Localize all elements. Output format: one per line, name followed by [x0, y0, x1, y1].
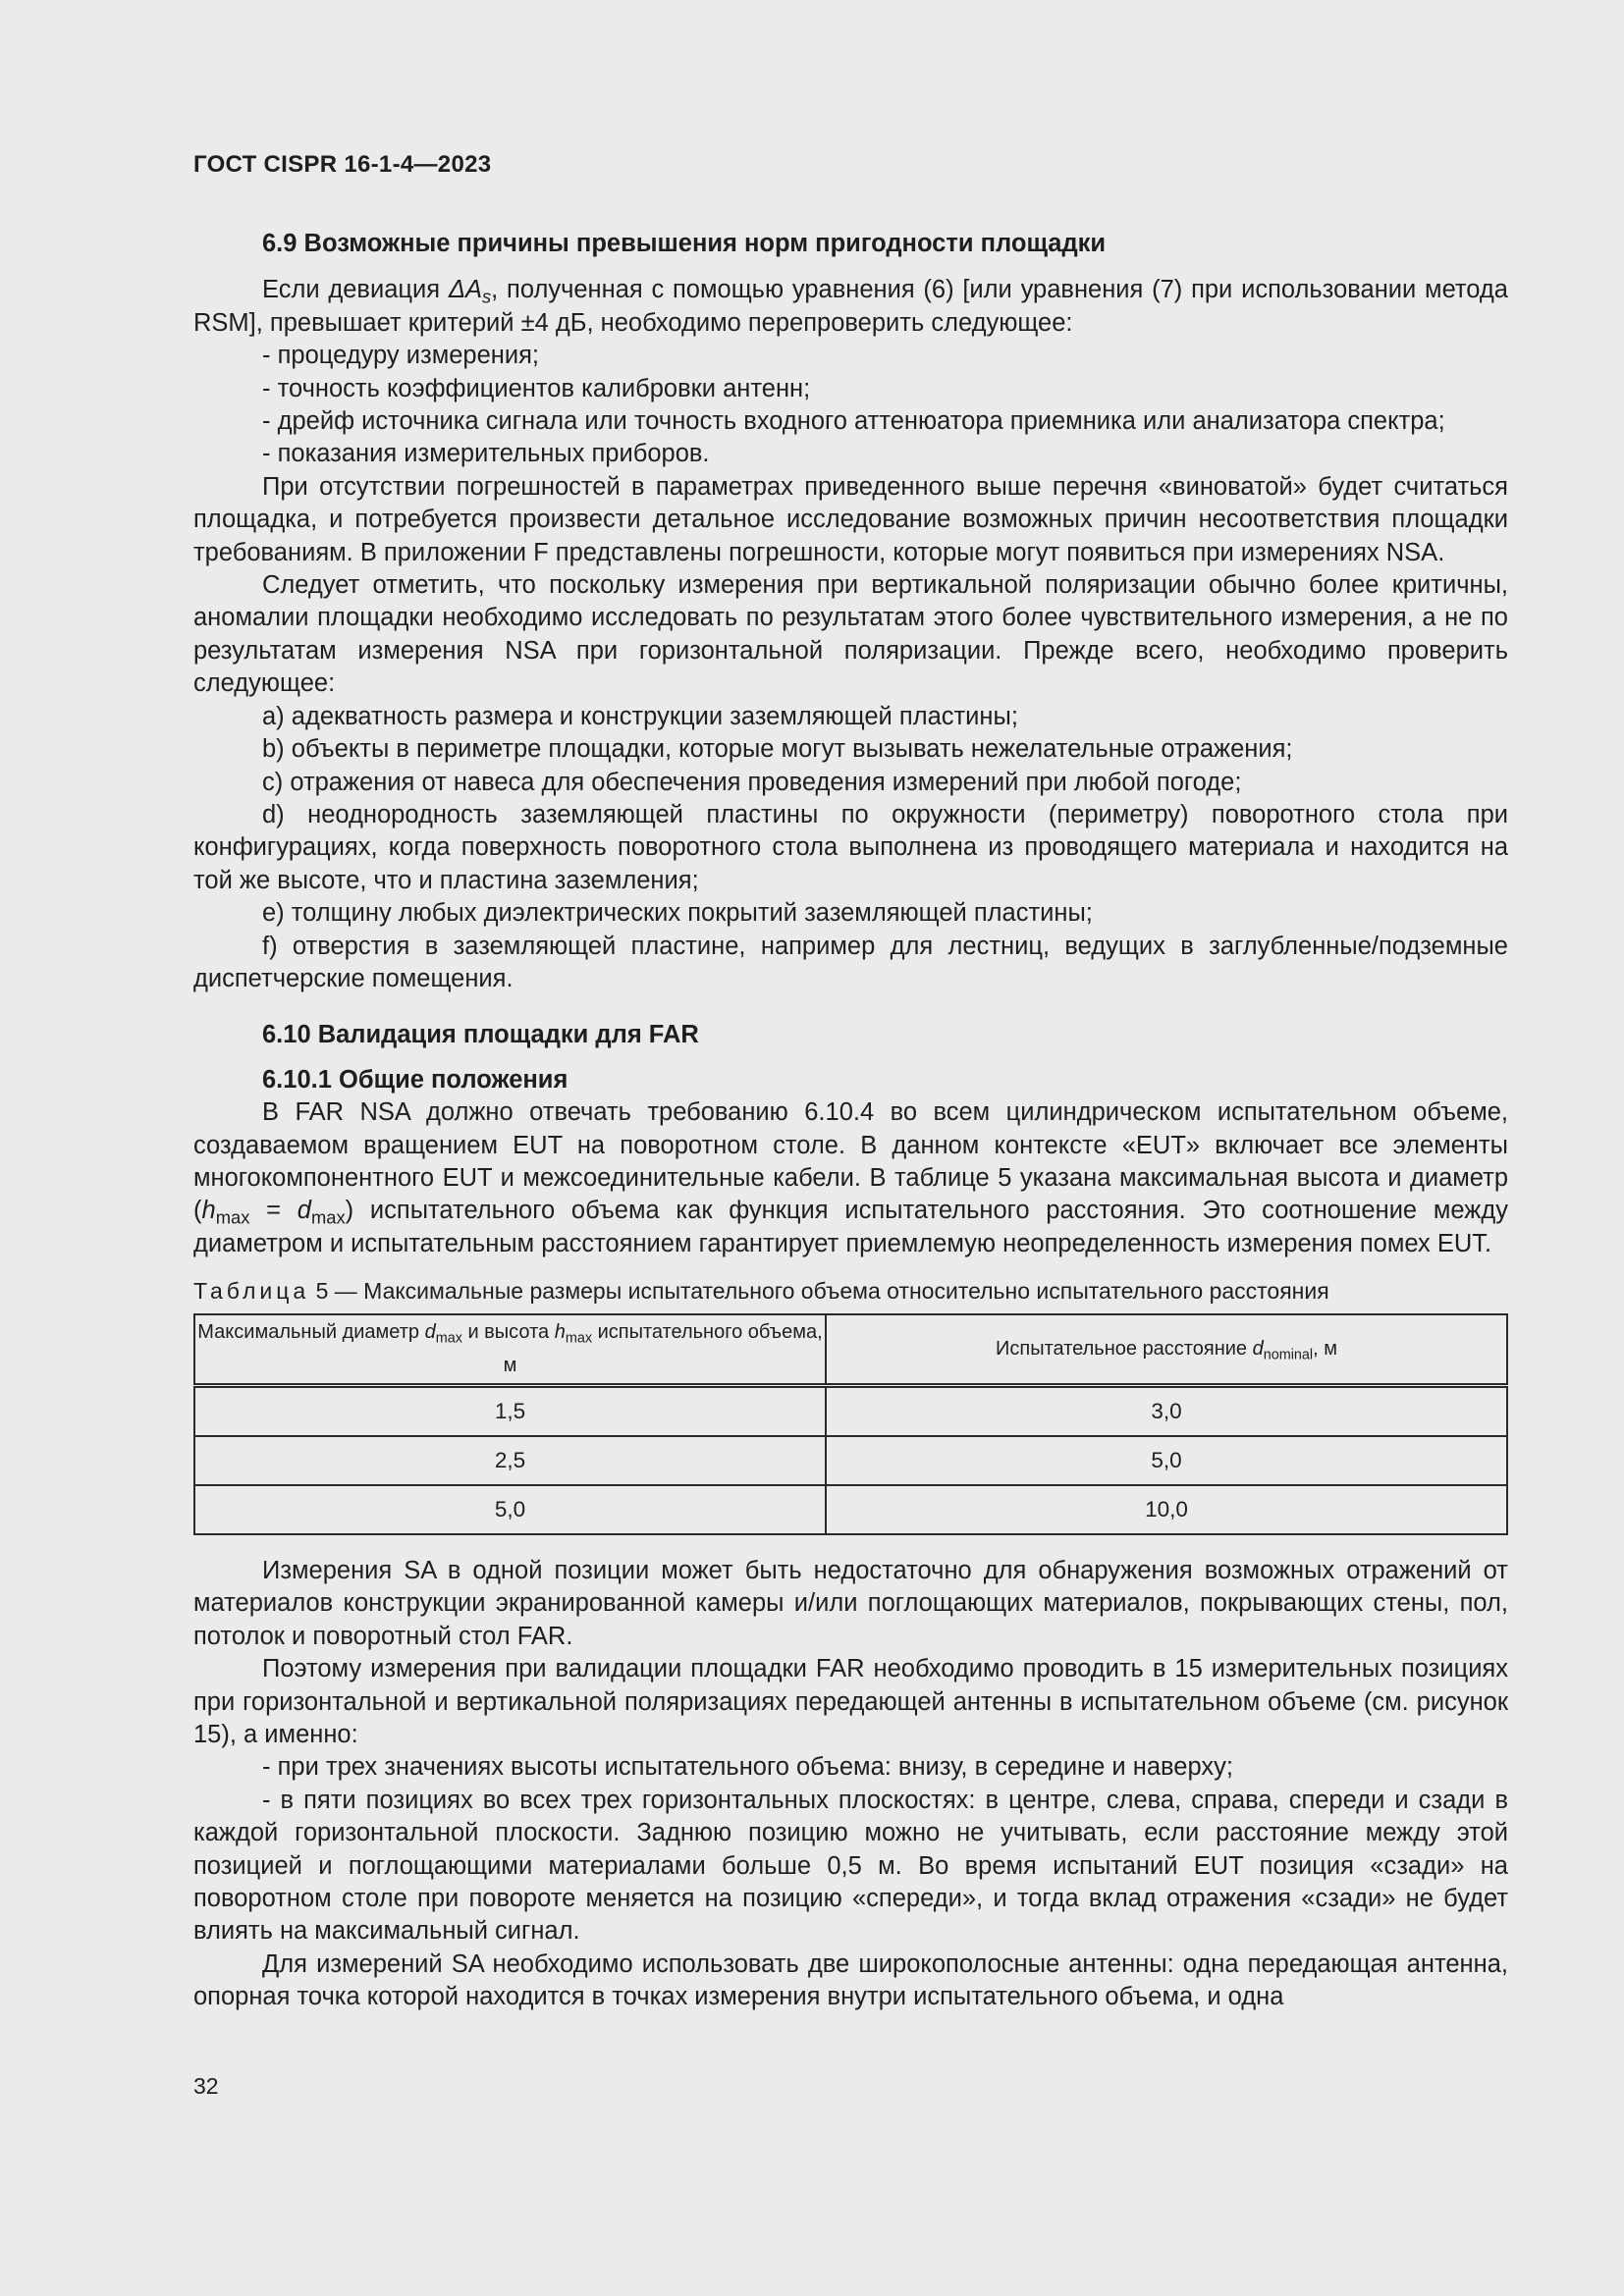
text-run: Если девиация [262, 276, 449, 304]
table-header-row [194, 1314, 1507, 1385]
paragraph: При отсутствии погрешностей в параметрах приведенного выше перечня «виноватой» будет считаться площадка, и потребуется произвести детальное исследование возможных причин несоответствия площадки требованиям. В приложении F представлены погрешности, которые могут появиться при измерениях NSA. [193, 472, 1508, 566]
caption-text: 5 — Максимальные размеры испытательного объема относительно испытательного расстояния [309, 1278, 1329, 1305]
formula-subscript: max [215, 1206, 250, 1228]
list-item: - точность коэффициентов калибровки антенн; [262, 374, 811, 402]
formula-symbol: ΔA [448, 276, 482, 304]
table-cell: 3,0 [826, 1386, 1507, 1437]
list-item: f) отверстия в заземляющей пластине, например для лестниц, ведущих в заглубленные/подземные диспетчерские помещения. [193, 932, 1508, 992]
caption-label: Таблица [193, 1278, 310, 1305]
table-header-cell [826, 1314, 1507, 1385]
section-heading-6-9: 6.9 Возможные причины превышения норм пригодности площадки [262, 230, 1107, 257]
list-item: e) толщину любых диэлектрических покрытий заземляющей пластины; [262, 899, 1093, 928]
formula-subscript: nominal [1263, 1347, 1314, 1363]
list-item: c) отражения от навеса для обеспечения проведения измерений при любой погоде; [262, 768, 1242, 796]
text-run: Максимальный диаметр [197, 1321, 425, 1344]
formula-symbol: h [554, 1321, 566, 1344]
formula-subscript: s [481, 286, 492, 307]
list-item: - показания измерительных приборов. [262, 440, 710, 468]
page-number: 32 [193, 2073, 219, 2099]
document-body [193, 228, 1508, 2014]
document-header: ГОСТ CISPR 16-1-4—2023 [193, 151, 492, 178]
list-item: b) объекты в периметре площадки, которые могут вызывать нежелательные отражения; [262, 735, 1293, 764]
table-5 [193, 1313, 1508, 1535]
paragraph: Измерения SA в одной позиции может быть недостаточно для обнаружения возможных отражений от материалов конструкции экранированной камеры и/или поглощающих материалов, покрывающих стены, пол, потолок и поворотный стол FAR. [193, 1557, 1508, 1650]
list-item: - дрейф источника сигнала или точность входного аттенюатора приемника или анализатора спектра; [262, 407, 1445, 436]
table-row [194, 1436, 1507, 1485]
table-caption [193, 1276, 1508, 1306]
table-header-cell [194, 1314, 826, 1385]
formula-subscript: max [435, 1330, 462, 1347]
table-cell: 2,5 [194, 1436, 826, 1485]
paragraph: Следует отметить, что поскольку измерения при вертикальной поляризации обычно более критичны, аномалии площадки необходимо исследовать по результатам этого более чувствительного измерения, а не по результатам измерения NSA при горизонтальной поляризации. Прежде всего, необходимо проверить следующее: [193, 571, 1508, 698]
formula-symbol: h [201, 1197, 216, 1225]
formula-subscript: max [310, 1206, 346, 1228]
text-run: , полученная с помощью уравнения (6) [или уравнения (7) при использовании метода RSM], превышает критерий ±4 дБ, необходимо перепроверить следующее: [193, 276, 1508, 337]
paragraph: Поэтому измерения при валидации площадки FAR необходимо проводить в 15 измерительных позициях при горизонтальной и вертикальной поляризациях передающей антенны в испытательном объеме (см. рисунок 15), а именно: [193, 1655, 1508, 1749]
formula-symbol: d [1252, 1337, 1264, 1360]
paragraph: Для измерений SA необходимо использовать две широкополосные антенны: одна передающая антенна, опорная точка которой находится в точках измерения внутри испытательного объема, и одна [193, 1949, 1508, 2011]
text-run: , м [1313, 1337, 1337, 1360]
formula-symbol: d [424, 1321, 436, 1344]
list-item: - в пяти позициях во всех трех горизонтальных плоскостях: в центре, слева, справа, спереди и сзади в каждой горизонтальной плоскости. Заднюю позицию можно не учитывать, если расстояние между этой позицией и поглощающими материалами больше 0,5 м. Во время испытаний EUT позиция «сзади» на поворотном столе при повороте меняется на позицию «спереди», и тогда вклад отражения «сзади» не будет влиять на максимальный сигнал. [193, 1786, 1508, 1946]
list-item: - процедуру измерения; [262, 342, 539, 370]
paragraph [193, 274, 1508, 340]
table-cell: 10,0 [826, 1485, 1507, 1534]
list-item: d) неоднородность заземляющей пластины по окружности (периметру) поворотного стола при конфигурациях, когда поверхность поворотного стола выполнена из проводящего материала и находится на той же высоте, что и пластина заземления; [193, 800, 1508, 894]
paragraph [193, 1096, 1508, 1260]
formula-symbol: d [297, 1197, 311, 1225]
table-cell: 1,5 [194, 1386, 826, 1437]
table-cell: 5,0 [826, 1436, 1507, 1485]
section-heading-6-10: 6.10 Валидация площадки для FAR [262, 1021, 699, 1049]
text-run: = [249, 1197, 298, 1225]
list-item: - при трех значениях высоты испытательного объема: внизу, в середине и наверху; [262, 1753, 1233, 1782]
table-row [194, 1386, 1507, 1437]
text-run: Испытательное расстояние [996, 1337, 1253, 1360]
formula-subscript: max [565, 1330, 593, 1347]
text-run: ) испытательного объема как функция испытательного расстояния. Это соотношение между диаметром и испытательным расстоянием гарантирует приемлемую неопределенность измерения помех EUT. [193, 1197, 1508, 1257]
text-run: В FAR NSA должно отвечать требованию 6.10.4 во всем цилиндрическом испытательном объеме, создаваемом вращением EUT на поворотном столе. В данном контексте «EUT» включает все элементы многокомпонентного EUT и межсоединительные кабели. В таблице 5 указана максимальная высота и диаметр ( [193, 1098, 1508, 1225]
subsection-heading-6-10-1: 6.10.1 Общие положения [262, 1065, 568, 1094]
text-run: испытательного объема, м [503, 1321, 823, 1376]
list-item: a) адекватность размера и конструкции заземляющей пластины; [262, 702, 1018, 730]
table-row [194, 1485, 1507, 1534]
table-cell: 5,0 [194, 1485, 826, 1534]
text-run: и высота [461, 1321, 555, 1344]
